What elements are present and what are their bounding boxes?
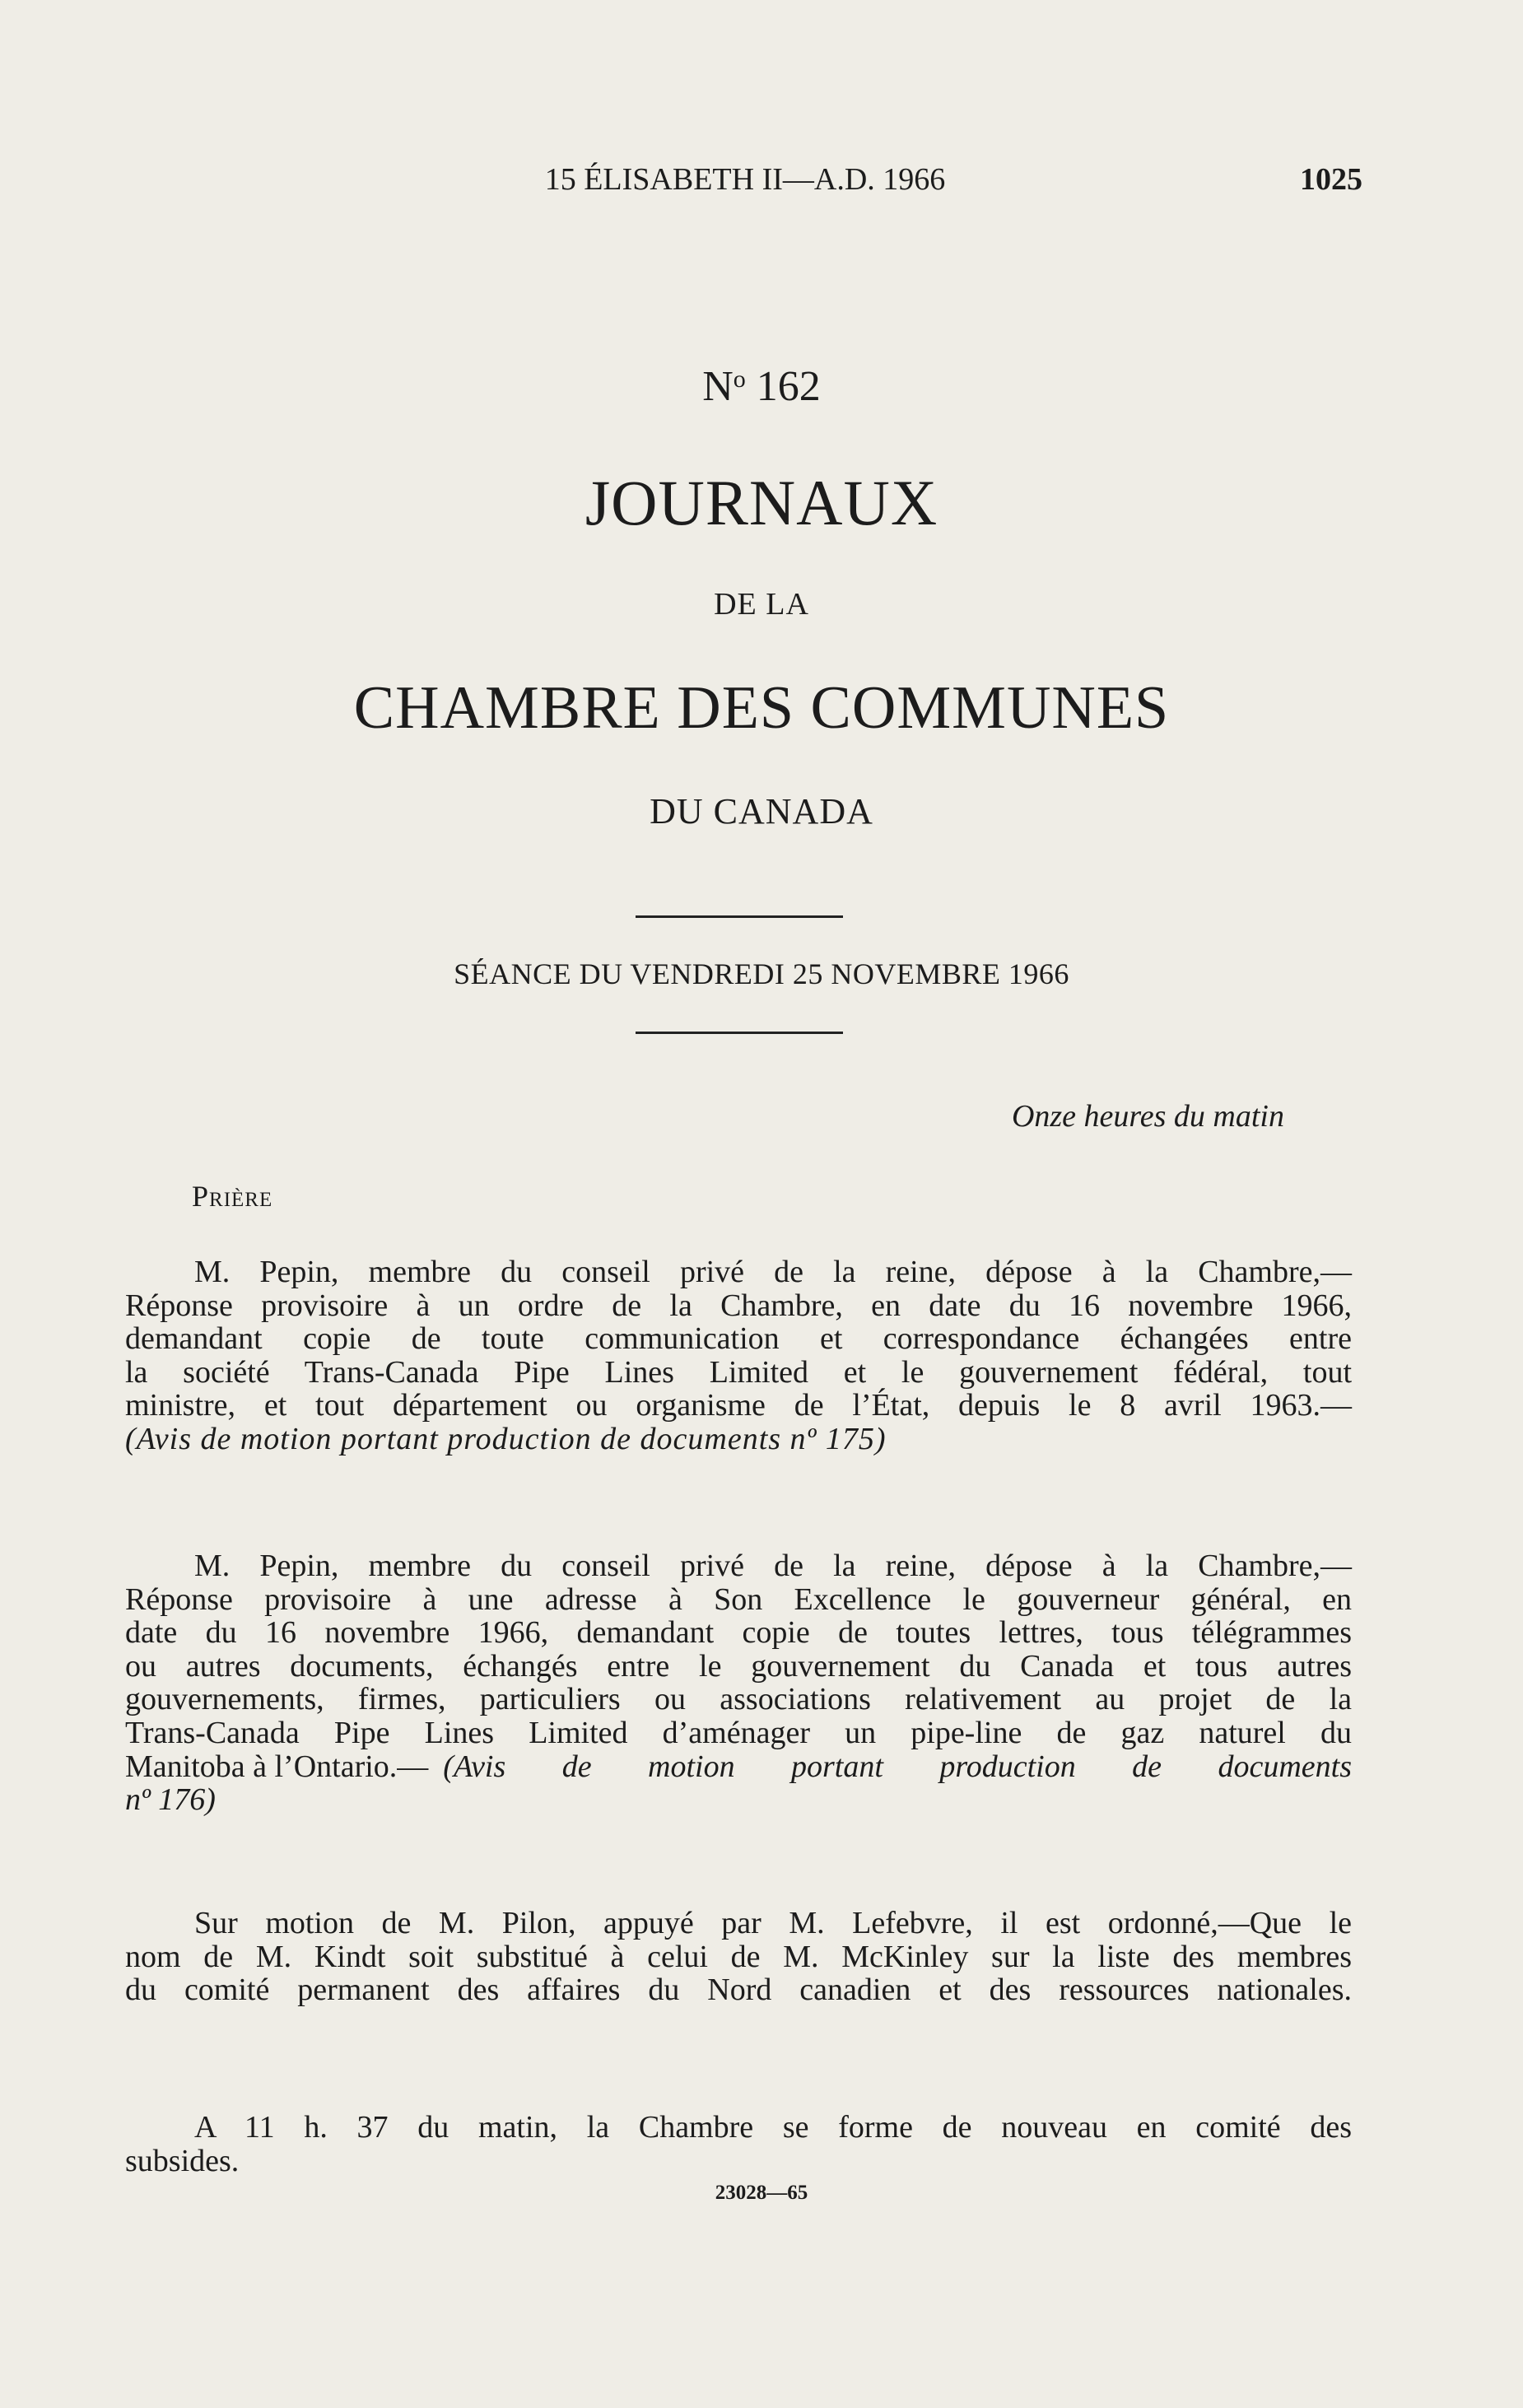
text-line: A 11 h. 37 du matin, la Chambre se forme de nouveau en comité des — [194, 2110, 1352, 2145]
text-line-italic: (Avis de motion portant production de documents nº 175) — [125, 1421, 887, 1456]
divider-top — [636, 915, 843, 918]
issue-number — [0, 362, 1523, 411]
text-line: subsides. — [125, 2143, 240, 2178]
divider-bottom — [636, 1032, 843, 1034]
issue-number-sup: o — [733, 366, 746, 393]
masthead-chambre: CHAMBRE DES COMMUNES — [353, 674, 1170, 742]
text-line: M. Pepin, membre du conseil privé de la reine, dépose à la Chambre,— — [194, 1255, 1352, 1289]
text-line: nom de M. Kindt soit substitué à celui de M. McKinley sur la liste des membres — [125, 1939, 1352, 1974]
running-header-title: 15 ÉLISABETH II—A.D. 1966 — [544, 162, 946, 197]
text-line: ministre, et tout département ou organisme de l’État, depuis le 8 avril 1963.— — [125, 1388, 1352, 1423]
paragraph-1 — [125, 1255, 1352, 1456]
text-line: Réponse provisoire à un ordre de la Chambre, en date du 16 novembre 1966, — [125, 1288, 1352, 1323]
text-line: ou autres documents, échangés entre le gouvernement du Canada et tous autres — [125, 1648, 1352, 1684]
text-fragment-italic: (Avis de motion portant production de documents — [443, 1749, 1352, 1784]
text-line: Sur motion de M. Pilon, appuyé par M. Lefebvre, il est ordonné,—Que le — [194, 1906, 1352, 1940]
text-line: Réponse provisoire à une adresse à Son Excellence le gouverneur général, en — [125, 1581, 1352, 1617]
text-line: la société Trans-Canada Pipe Lines Limited et le gouvernement fédéral, tout — [125, 1354, 1352, 1390]
text-line-mixed — [125, 1750, 1352, 1784]
text-line: date du 16 novembre 1966, demandant copie de toutes lettres, tous télégrammes — [125, 1615, 1352, 1651]
session-title: SÉANCE DU VENDREDI 25 NOVEMBRE 1966 — [454, 957, 1069, 990]
printer-code: 23028—65 — [715, 2182, 808, 2204]
paragraph-2 — [125, 1549, 1352, 1817]
text-fragment: Manitoba à l’Ontario.— — [125, 1749, 429, 1784]
masthead-journaux: JOURNAUX — [585, 467, 938, 538]
masthead-du-canada: DU CANADA — [650, 791, 873, 831]
issue-number-value: 162 — [756, 363, 821, 410]
text-line: gouvernements, firmes, particuliers ou associations relativement au projet de la — [125, 1682, 1352, 1717]
text-line: M. Pepin, membre du conseil privé de la reine, dépose à la Chambre,— — [194, 1549, 1352, 1583]
text-line: du comité permanent des affaires du Nord canadien et des ressources nationales. — [125, 1973, 1352, 2008]
page-number: 1025 — [1300, 162, 1362, 197]
paragraph-3 — [125, 1907, 1352, 2007]
text-line: demandant copie de toute communication et correspondance échangées entre — [125, 1321, 1352, 1357]
issue-number-prefix: N — [702, 363, 734, 410]
text-line: Trans-Canada Pipe Lines Limited d’aménager un pipe-line de gaz naturel du — [125, 1715, 1352, 1750]
text-line-italic: nº 176) — [125, 1782, 216, 1818]
session-time: Onze heures du matin — [1011, 1099, 1284, 1134]
masthead-de-la: DE LA — [714, 587, 809, 622]
paragraph-4 — [125, 2111, 1352, 2177]
priere-heading: Prière — [192, 1180, 273, 1213]
